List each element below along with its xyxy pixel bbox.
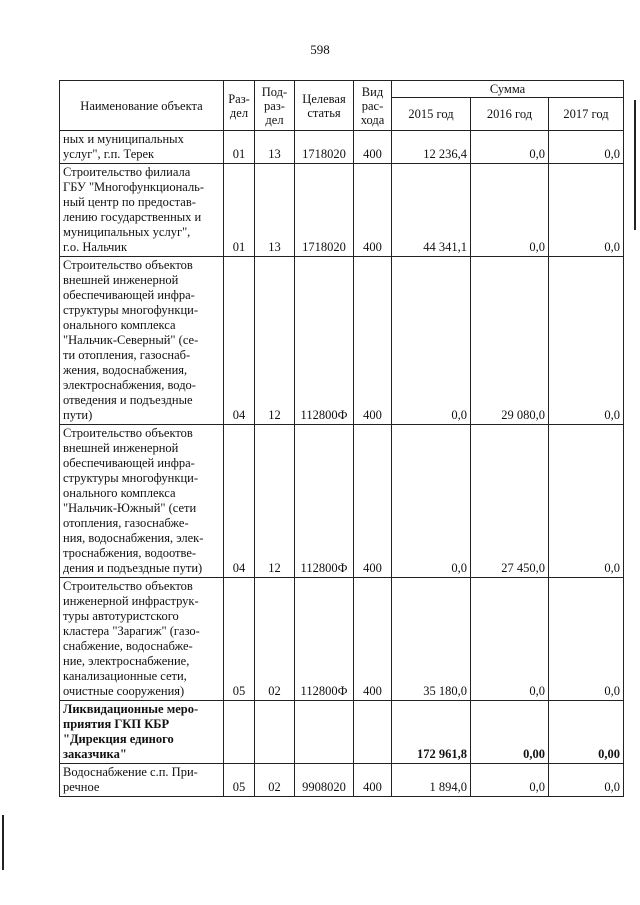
- cell-name: ных и муниципальных услуг", г.п. Терек: [60, 131, 224, 164]
- header-expense-type: Вид рас- хода: [354, 81, 392, 131]
- cell-name: Ликвидационные меро- приятия ГКП КБР "Дирекция единого заказчика": [60, 701, 224, 764]
- cell-2016: 27 450,0: [471, 425, 549, 578]
- cell-target-article: [295, 701, 354, 764]
- cell-podrazdel: 13: [255, 164, 295, 257]
- header-razdel: Раз- дел: [224, 81, 255, 131]
- cell-2015: 12 236,4: [392, 131, 471, 164]
- cell-podrazdel: 12: [255, 425, 295, 578]
- table-row: [60, 425, 624, 578]
- cell-podrazdel: 02: [255, 764, 295, 797]
- header-name: Наименование объекта: [60, 81, 224, 131]
- cell-target-article: 112800Ф: [295, 425, 354, 578]
- table-row: [60, 257, 624, 425]
- cell-2017: 0,0: [549, 257, 624, 425]
- table-row: [60, 131, 624, 164]
- cell-target-article: 1718020: [295, 164, 354, 257]
- cell-name: Строительство объектов внешней инженерной обеспечивающей инфра- структуры многофункци- онального комплекса "Нальчик-Южный" (сети отопления, газоснабже- ния, водоснабжения, элек- троснабжения, водоотве- дения и подъездные пути): [60, 425, 224, 578]
- table-row: [60, 164, 624, 257]
- table-row: [60, 701, 624, 764]
- scan-edge-mark: [634, 100, 636, 230]
- cell-2016: 29 080,0: [471, 257, 549, 425]
- cell-2017: 0,00: [549, 701, 624, 764]
- cell-2017: 0,0: [549, 425, 624, 578]
- cell-razdel: [224, 701, 255, 764]
- cell-2016: 0,00: [471, 701, 549, 764]
- cell-expense-type: 400: [354, 131, 392, 164]
- cell-2015: 0,0: [392, 425, 471, 578]
- cell-2015: 44 341,1: [392, 164, 471, 257]
- cell-2016: 0,0: [471, 578, 549, 701]
- cell-2017: 0,0: [549, 164, 624, 257]
- cell-podrazdel: 13: [255, 131, 295, 164]
- cell-target-article: 112800Ф: [295, 257, 354, 425]
- cell-razdel: 05: [224, 764, 255, 797]
- cell-razdel: 04: [224, 425, 255, 578]
- cell-name: Строительство объектов внешней инженерной обеспечивающей инфра- структуры многофункци- онального комплекса "Нальчик-Северный" (се- ти отопления, газоснаб- жения, водоснабжения, электроснабжения, водо- отведения и подъездные пути): [60, 257, 224, 425]
- cell-target-article: 9908020: [295, 764, 354, 797]
- cell-name: Строительство объектов инженерной инфраструк- туры автотуристского кластера "Зарагиж" (газо- снабжение, водоснабже- ние, электроснабжение, канализационные сети, очистные сооружения): [60, 578, 224, 701]
- cell-name: Строительство филиала ГБУ "Многофункциональ- ный центр по предостав- лению государственных и муниципальных услуг", г.о. Нальчик: [60, 164, 224, 257]
- table-row: [60, 764, 624, 797]
- cell-2017: 0,0: [549, 764, 624, 797]
- header-year-2017: 2017 год: [549, 98, 624, 131]
- cell-expense-type: 400: [354, 764, 392, 797]
- page-number: 598: [310, 42, 330, 57]
- cell-2015: 0,0: [392, 257, 471, 425]
- cell-expense-type: 400: [354, 164, 392, 257]
- cell-target-article: 1718020: [295, 131, 354, 164]
- cell-expense-type: 400: [354, 425, 392, 578]
- cell-razdel: 05: [224, 578, 255, 701]
- cell-podrazdel: 02: [255, 578, 295, 701]
- header-year-2015: 2015 год: [392, 98, 471, 131]
- cell-razdel: 01: [224, 164, 255, 257]
- cell-expense-type: 400: [354, 578, 392, 701]
- cell-podrazdel: [255, 701, 295, 764]
- cell-expense-type: 400: [354, 257, 392, 425]
- cell-expense-type: [354, 701, 392, 764]
- header-podrazdel: Под- раз- дел: [255, 81, 295, 131]
- cell-razdel: 01: [224, 131, 255, 164]
- cell-podrazdel: 12: [255, 257, 295, 425]
- cell-2016: 0,0: [471, 131, 549, 164]
- cell-name: Водоснабжение с.п. При- речное: [60, 764, 224, 797]
- cell-2017: 0,0: [549, 578, 624, 701]
- header-target-article: Целевая статья: [295, 81, 354, 131]
- cell-2017: 0,0: [549, 131, 624, 164]
- cell-razdel: 04: [224, 257, 255, 425]
- cell-2015: 172 961,8: [392, 701, 471, 764]
- cell-2016: 0,0: [471, 164, 549, 257]
- table-row: [60, 578, 624, 701]
- cell-2015: 1 894,0: [392, 764, 471, 797]
- scan-edge-mark: [2, 815, 4, 870]
- cell-2015: 35 180,0: [392, 578, 471, 701]
- cell-target-article: 112800Ф: [295, 578, 354, 701]
- budget-table: [59, 80, 624, 797]
- header-year-2016: 2016 год: [471, 98, 549, 131]
- header-sum: Сумма: [392, 81, 624, 98]
- cell-2016: 0,0: [471, 764, 549, 797]
